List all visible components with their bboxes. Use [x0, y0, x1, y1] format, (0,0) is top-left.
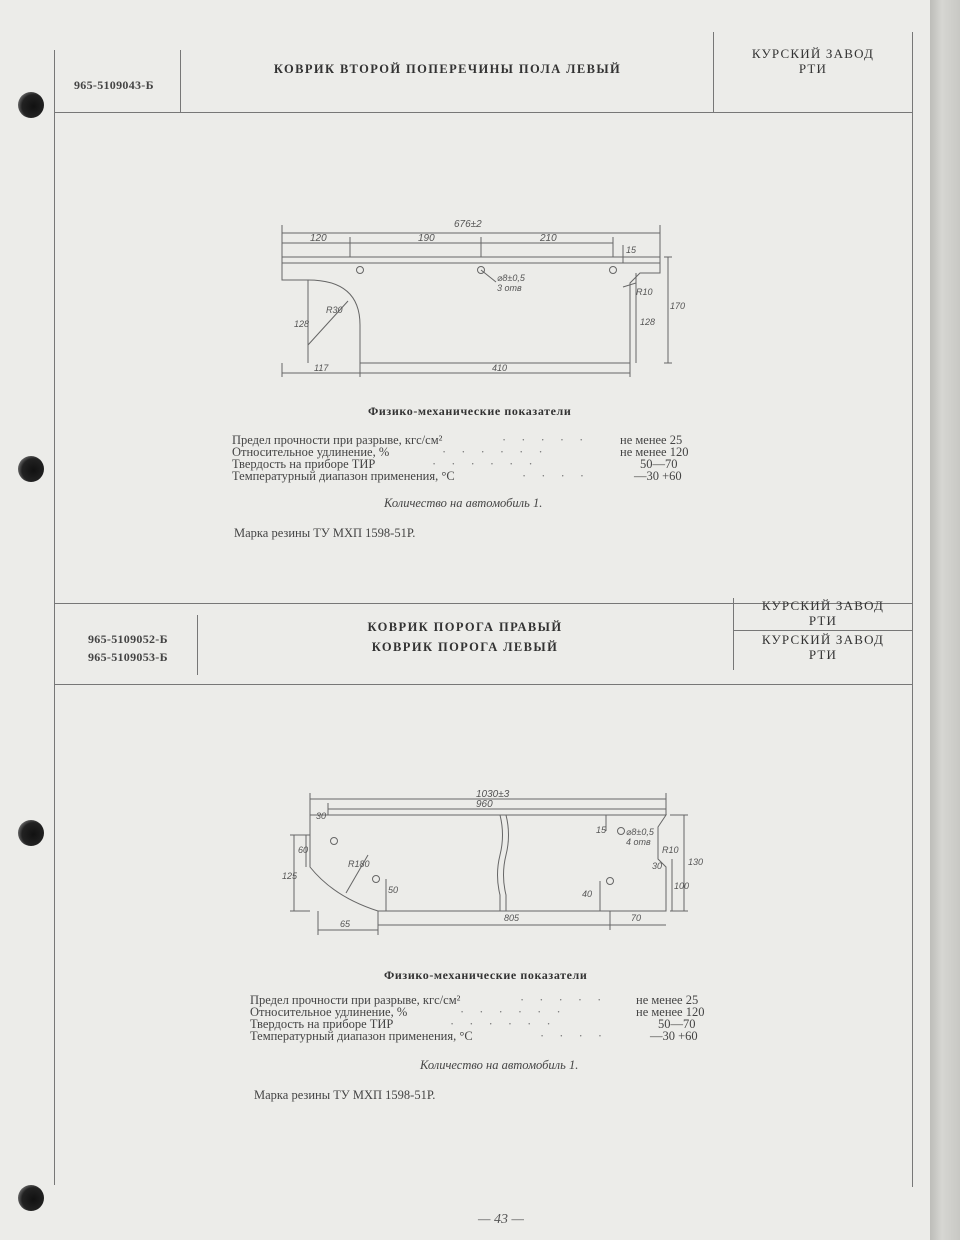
- svg-text:170: 170: [670, 301, 686, 311]
- svg-text:⌀8±0,5: ⌀8±0,5: [497, 273, 525, 283]
- svg-text:410: 410: [492, 363, 508, 373]
- svg-text:30: 30: [316, 811, 327, 821]
- svg-text:100: 100: [674, 881, 690, 891]
- part-title: КОВРИК ПОРОГА ЛЕВЫЙ: [371, 640, 559, 654]
- property-row: Предел прочности при разрыве, кгс/см² · · · · · не менее 25: [232, 433, 683, 447]
- manufacturer: КУРСКИЙ ЗАВОД РТИ: [751, 46, 875, 76]
- header-divider: [54, 112, 912, 113]
- properties-title: Физико-механические показатели: [368, 404, 572, 418]
- svg-text:125: 125: [282, 871, 298, 881]
- svg-text:15: 15: [596, 825, 607, 835]
- property-label: Предел прочности при разрыве, кгс/см²: [250, 993, 461, 1007]
- svg-text:120: 120: [310, 233, 327, 244]
- property-label: Температурный диапазон применения, °С: [232, 469, 455, 483]
- page-stack-edge: [930, 0, 960, 1240]
- header-divider: [180, 50, 181, 112]
- frame-left: [54, 50, 55, 1185]
- svg-text:130: 130: [688, 857, 704, 867]
- properties-title: Физико-механические показатели: [384, 968, 588, 982]
- property-row: Относительное удлинение, % · · · · · · не менее 120: [232, 445, 689, 459]
- svg-text:50: 50: [388, 885, 399, 895]
- svg-text:R30: R30: [326, 305, 343, 315]
- property-row: Твердость на приборе ТИР · · · · · · 50—70: [232, 457, 678, 471]
- technical-drawing: [276, 785, 706, 945]
- binder-hole: [18, 1185, 44, 1211]
- part-code: 965-5109043-Б: [74, 78, 154, 92]
- svg-text:960: 960: [476, 799, 493, 810]
- svg-text:676±2: 676±2: [454, 219, 482, 230]
- svg-text:128: 128: [294, 319, 310, 329]
- svg-text:R10: R10: [636, 287, 653, 297]
- header-divider: [197, 615, 198, 675]
- property-label: Относительное удлинение, %: [232, 445, 390, 459]
- svg-text:60: 60: [298, 845, 309, 855]
- property-row: Относительное удлинение, % · · · · · · не менее 120: [250, 1005, 705, 1019]
- svg-text:128: 128: [640, 317, 656, 327]
- property-value: 50—70: [640, 457, 678, 471]
- part-title: КОВРИК ПОРОГА ПРАВЫЙ: [367, 620, 563, 634]
- svg-text:65: 65: [340, 919, 351, 929]
- quantity-note: Количество на автомобиль 1.: [420, 1058, 579, 1072]
- svg-text:15: 15: [626, 245, 637, 255]
- manufacturer: КУРСКИЙ ЗАВОД РТИ: [761, 598, 885, 628]
- property-row: Твердость на приборе ТИР · · · · · · 50—70: [250, 1017, 696, 1031]
- svg-text:190: 190: [418, 233, 435, 244]
- property-value: 50—70: [658, 1017, 696, 1031]
- part-code: 965-5109052-Б: [88, 632, 168, 646]
- binder-hole: [18, 820, 44, 846]
- property-label: Предел прочности при разрыве, кгс/см²: [232, 433, 443, 447]
- property-row: Температурный диапазон применения, °С · · · · —30 +60: [232, 469, 682, 483]
- property-row: Температурный диапазон применения, °С · · · · —30 +60: [250, 1029, 698, 1043]
- svg-text:3 отв: 3 отв: [497, 283, 522, 293]
- svg-text:210: 210: [540, 233, 557, 244]
- svg-text:805: 805: [504, 913, 520, 923]
- property-row: Предел прочности при разрыве, кгс/см² · · · · · не менее 25: [250, 993, 699, 1007]
- quantity-note: Количество на автомобиль 1.: [384, 496, 543, 510]
- property-label: Твердость на приборе ТИР: [232, 457, 376, 471]
- rubber-grade: Марка резины ТУ МХП 1598-51Р.: [234, 526, 416, 540]
- header-divider: [54, 684, 912, 685]
- binder-hole: [18, 92, 44, 118]
- svg-text:R180: R180: [348, 859, 370, 869]
- part-title: КОВРИК ВТОРОЙ ПОПЕРЕЧИНЫ ПОЛА ЛЕВЫЙ: [273, 62, 622, 76]
- property-label: Твердость на приборе ТИР: [250, 1017, 394, 1031]
- binder-hole: [18, 456, 44, 482]
- svg-text:30: 30: [652, 861, 663, 871]
- technical-drawing: [268, 205, 688, 395]
- page-number: — 43 —: [478, 1212, 524, 1227]
- svg-text:⌀8±0,5: ⌀8±0,5: [626, 827, 654, 837]
- svg-text:40: 40: [582, 889, 593, 899]
- header-divider: [733, 630, 912, 631]
- manufacturer: КУРСКИЙ ЗАВОД РТИ: [761, 632, 885, 662]
- properties-table: [232, 434, 712, 482]
- part-code: 965-5109053-Б: [88, 650, 168, 664]
- property-label: Температурный диапазон применения, °С: [250, 1029, 473, 1043]
- svg-text:1030±3: 1030±3: [476, 789, 510, 800]
- property-value: —30 +60: [634, 469, 682, 483]
- svg-text:117: 117: [314, 363, 329, 373]
- rubber-grade: Марка резины ТУ МХП 1598-51Р.: [254, 1088, 436, 1102]
- svg-text:4 отв: 4 отв: [626, 837, 651, 847]
- properties-table: [250, 994, 730, 1042]
- svg-text:R10: R10: [662, 845, 679, 855]
- property-value: не менее 120: [636, 1005, 705, 1019]
- header-divider: [733, 598, 734, 670]
- header-divider: [713, 32, 714, 112]
- property-value: —30 +60: [650, 1029, 698, 1043]
- property-value: не менее 25: [620, 433, 683, 447]
- svg-text:70: 70: [631, 913, 642, 923]
- property-value: не менее 25: [636, 993, 699, 1007]
- property-value: не менее 120: [620, 445, 689, 459]
- property-label: Относительное удлинение, %: [250, 1005, 408, 1019]
- frame-right: [912, 32, 913, 1187]
